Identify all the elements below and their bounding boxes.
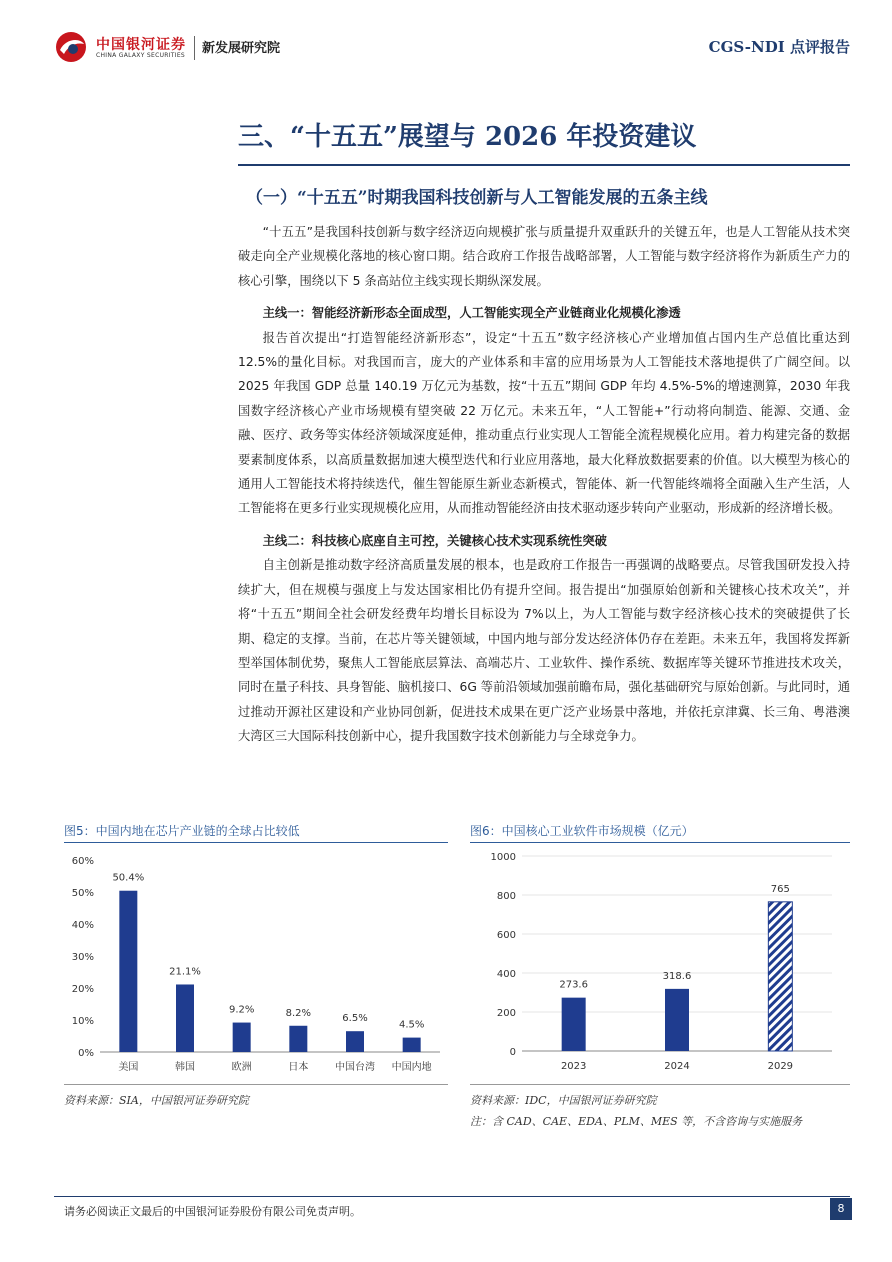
bar-欧洲 [233, 1023, 251, 1052]
y-tick-label: 0 [509, 1047, 516, 1058]
galaxy-logo-icon [54, 30, 88, 64]
figure6-chart [470, 846, 850, 1082]
data-label: 273.6 [559, 979, 588, 991]
bar-2029 [768, 902, 792, 1051]
x-tick-label: 2024 [664, 1061, 690, 1072]
figure6-title: 图6：中国核心工业软件市场规模（亿元） [470, 824, 694, 838]
intro-paragraph: “十五五”是我国科技创新与数字经济迈向规模扩张与质量提升双重跃升的关键五年，也是人工智能从技术突破走向全产业规模化落地的核心窗口期。结合政府工作报告战略部署，人工智能与数字经济将作为新质生产力的核心引擎，围绕以下 5 条高站位主线实现长期纵深发展。 [238, 225, 850, 288]
page-number: 8 [830, 1198, 852, 1220]
section-subtitle: （一）“十五五”时期我国科技创新与人工智能发展的五条主线 [246, 188, 708, 208]
y-tick-label: 40% [71, 920, 94, 931]
y-tick-label: 800 [496, 891, 516, 902]
y-tick-label: 60% [71, 856, 94, 867]
x-tick-label: 中国台湾 [335, 1062, 375, 1073]
y-tick-label: 1000 [490, 852, 516, 863]
bar-2023 [562, 998, 586, 1051]
header-divider [194, 36, 195, 60]
y-tick-label: 0% [78, 1048, 94, 1059]
bar-美国 [119, 891, 137, 1052]
line1-heading: 主线一：智能经济新形态全面成型，人工智能实现全产业链商业化规模化渗透 [262, 306, 681, 321]
y-tick-label: 200 [496, 1008, 516, 1019]
logo-text-cn: 中国银河证券 [96, 37, 186, 53]
x-tick-label: 日本 [288, 1062, 309, 1073]
y-tick-label: 400 [496, 969, 516, 980]
y-tick-label: 20% [71, 984, 94, 995]
data-label: 9.2% [228, 1004, 255, 1016]
data-label: 765 [770, 883, 790, 895]
x-tick-label: 2023 [560, 1061, 587, 1072]
x-tick-label: 韩国 [175, 1062, 195, 1073]
report-type: CGS-NDI 点评报告 [708, 38, 850, 56]
x-tick-label: 欧洲 [231, 1062, 252, 1073]
page-header [0, 0, 892, 70]
logo-text-en: CHINA GALAXY SECURITIES [96, 52, 186, 59]
data-label: 4.5% [398, 1019, 425, 1031]
data-label: 8.2% [285, 1007, 312, 1019]
bar-日本 [289, 1026, 307, 1052]
line1-paragraph: 报告首次提出“打造智能经济新形态”，设定“十五五”数字经济核心产业增加值占国内生产总值比重达到 12.5%的量化目标。对我国而言，庞大的产业体系和丰富的应用场景为人工智能技术落地提供了广阔空间。以 2025 年我国 GDP 总量 140.19 万亿元为基数，按“十五五”期间 GDP 年均 4.5%-5%的增速测算，2030 年我国数字经济核心产业市场规模有望突破 22 万亿元。未来五年，“人工智能+”行动将向制造、能源、交通、金融、医疗、政务等实体经济领域深度延伸，推动重点行业实现人工智能全流程规模化应用。着力构建完备的数据要素制度体系，以高质量数据加速大模型迭代和行业应用落地，最大化释放数据要素的价值。以大模型为核心的通用人工智能技术将持续迭代，催生智能原生新业态新模式，智能体、新一代智能终端将全面融入生产生活，人工智能将在更多行业实现规模化应用，从而推动智能经济由技术驱动逐步转向产业驱动，形成新的经济增长极。 [238, 330, 850, 516]
y-tick-label: 30% [71, 952, 94, 963]
bar-2024 [665, 989, 689, 1051]
figure5-chart [64, 846, 448, 1082]
x-tick-label: 美国 [118, 1062, 139, 1073]
data-label: 50.4% [112, 872, 145, 884]
bar-中国台湾 [346, 1031, 364, 1052]
section-title-rule [238, 164, 850, 166]
x-tick-label: 2029 [767, 1061, 794, 1072]
data-label: 318.6 [662, 970, 692, 982]
figure5-bottom-rule [64, 1084, 448, 1085]
bar-韩国 [176, 984, 194, 1052]
line2-heading: 主线二：科技核心底座自主可控，关键核心技术实现系统性突破 [262, 533, 607, 548]
data-label: 21.1% [169, 966, 201, 978]
footer-disclaimer: 请务必阅读正文最后的中国银河证券股份有限公司免责声明。 [64, 1205, 361, 1218]
figure5-source: 资料来源：SIA，中国银河证券研究院 [64, 1094, 249, 1107]
footer-rule [54, 1196, 850, 1197]
x-tick-label: 中国内地 [391, 1062, 432, 1073]
bar-中国内地 [403, 1038, 421, 1052]
figure6-rule [470, 842, 850, 843]
body-text [238, 220, 850, 749]
figure6-source: 资料来源：IDC，中国银河证券研究院 [470, 1094, 657, 1107]
line2-paragraph: 自主创新是推动数字经济高质量发展的根本，也是政府工作报告一再强调的战略要点。尽管我国研发投入持续扩大，但在规模与强度上与发达国家相比仍有提升空间。报告提出“加强原始创新和关键核心技术攻关”，并将“十五五”期间全社会研发经费年均增长目标设为 7%以上，为人工智能与数字经济核心技术的突破提供了长期、稳定的支撑。当前，在芯片等关键领域，中国内地与部分发达经济体仍存在差距。未来五年，我国将发挥新型举国体制优势，聚焦人工智能底层算法、高端芯片、工业软件、操作系统、数据库等关键环节推进技术攻关，同时在量子科技、具身智能、脑机接口、6G 等前沿领域加强前瞻布局，强化基础研究与原始创新。与此同时，通过推动开源社区建设和产业协同创新，促进技术成果在更广泛产业场景中落地，并依托京津冀、长三角、粤港澳大湾区三大国际科技创新中心，提升我国数字技术创新能力与全球竞争力。 [238, 558, 850, 744]
figure6-bottom-rule [470, 1084, 850, 1085]
data-label: 6.5% [342, 1013, 368, 1025]
y-tick-label: 600 [496, 930, 516, 941]
y-tick-label: 50% [71, 888, 94, 899]
section-title: 三、“十五五”展望与 2026 年投资建议 [238, 122, 697, 152]
y-tick-label: 10% [71, 1016, 94, 1027]
figure5-title: 图5：中国内地在芯片产业链的全球占比较低 [64, 824, 300, 838]
institute-name: 新发展研究院 [202, 41, 281, 56]
figure6-note: 注：含 CAD、CAE、EDA、PLM、MES 等，不含咨询与实施服务 [470, 1115, 803, 1128]
figure5-rule [64, 842, 448, 843]
